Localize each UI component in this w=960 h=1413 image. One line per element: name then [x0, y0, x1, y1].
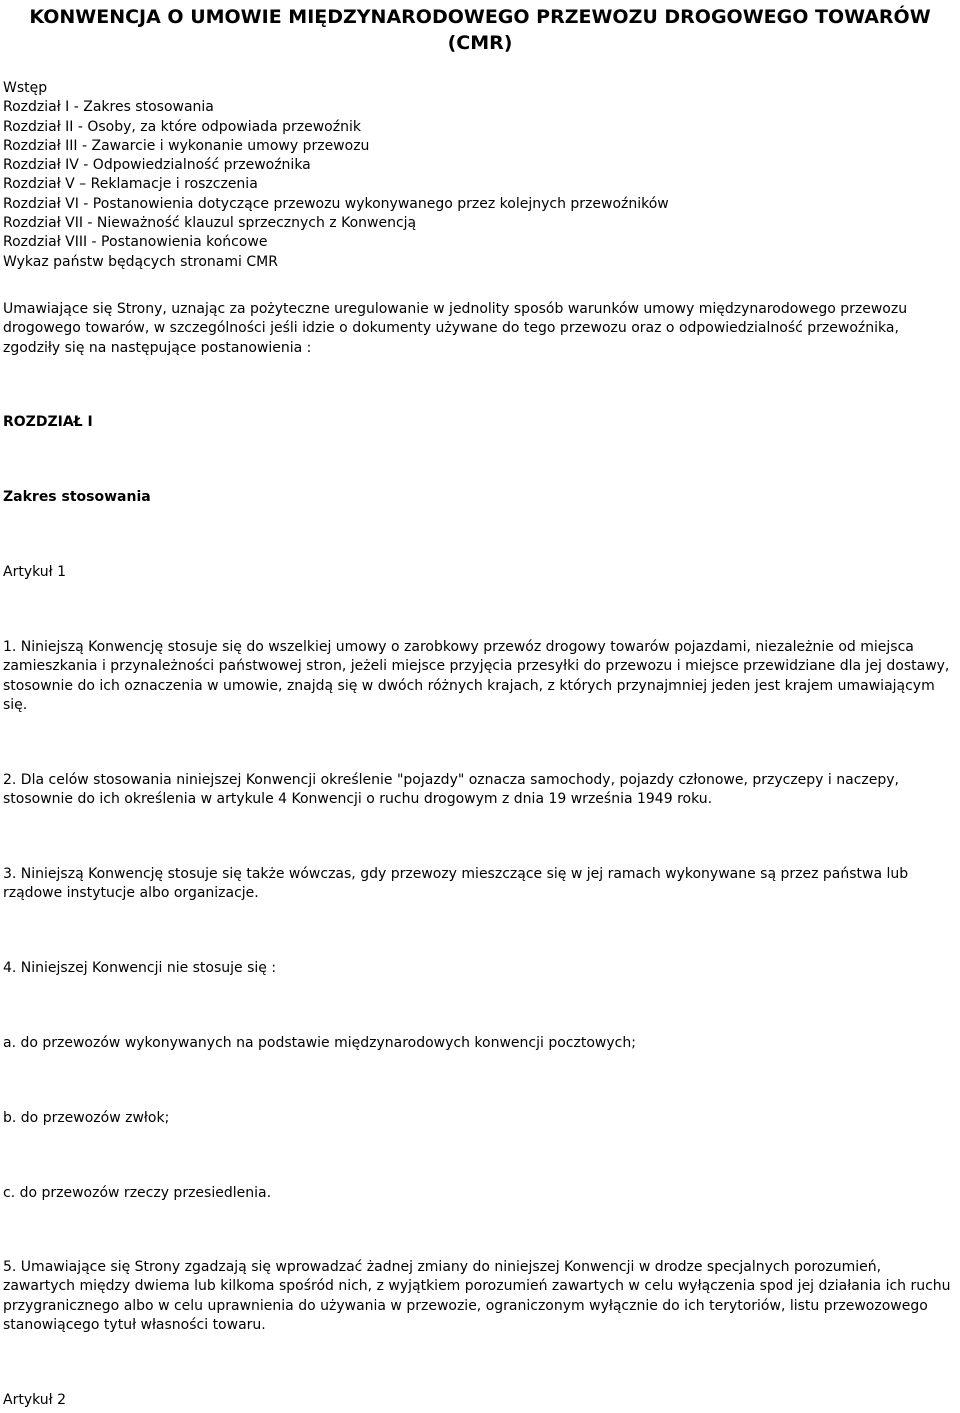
toc-item-rozdzial-4: Rozdział IV - Odpowiedzialność przewoźnika: [3, 157, 311, 174]
article-1-paragraph-1: 1. Niniejszą Konwencję stosuje się do wszelkiej umowy o zarobkowy przewóz drogowy towarów pojazdami, niezależnie od miejsca zamieszkania i przynależności państwowej stron, jeżeli miejsce przyjęcia przesyłki do przewozu i miejsce przewidziane dla jej dostawy, stosownie do ich oznaczenia w umowie, znajdą się w dwóch różnych krajach, z których przynajmniej jeden jest krajem umawiającym się.: [3, 639, 950, 713]
article-1-paragraph-5: 5. Umawiające się Strony zgadzają się wprowadzać żadnej zmiany do niniejszej Konwencji w drodze specjalnych porozumień, zawartych między dwiema lub kilkoma spośród nich, z wyjątkiem porozumień zawartych w celu wyłączenia spod jej działania ich ruchu przygranicznego albo w celu uprawnienia do używania w przewozie, ograniczonym wyłącznie do ich terytoriów, listu przewozowego stanowiącego tytuł własności towaru.: [3, 1259, 951, 1333]
article-1-paragraph-4: 4. Niniejszej Konwencji nie stosuje się :: [3, 960, 277, 976]
chapter-subtitle: Zakres stosowania: [3, 489, 151, 505]
toc-item-rozdzial-7: Rozdział VII - Nieważność klauzul sprzecznych z Konwencją: [3, 215, 417, 232]
document-title: KONWENCJA O UMOWIE MIĘDZYNARODOWEGO PRZEWOZU DROGOWEGO TOWARÓW (CMR): [29, 6, 931, 54]
article-1-item-a: a. do przewozów wykonywanych na podstawie międzynarodowych konwencji pocztowych;: [3, 1035, 636, 1051]
toc-item-rozdzial-2: Rozdział II - Osoby, za które odpowiada przewoźnik: [3, 118, 361, 135]
article-1-heading: Artykuł 1: [3, 564, 66, 580]
toc-item-rozdzial-6: Rozdział VI - Postanowienia dotyczące przewozu wykonywanego przez kolejnych przewoźników: [3, 195, 669, 212]
chapter-heading: ROZDZIAŁ I: [3, 414, 93, 430]
toc-item-wykaz-panstw: Wykaz państw będących stronami CMR: [3, 253, 278, 270]
toc-item-rozdzial-3: Rozdział III - Zawarcie i wykonanie umowy przewozu: [3, 137, 370, 154]
article-1-paragraph-2: 2. Dla celów stosowania niniejszej Konwencji określenie "pojazdy" oznacza samochody, pojazdy członowe, przyczepy i naczepy, stosownie do ich określenia w artykule 4 Konwencji o ruchu drogowym z dnia 19 września 1949 roku.: [3, 772, 899, 808]
toc-item-wstep: Wstęp: [3, 80, 48, 96]
toc-item-rozdzial-1: Rozdział I - Zakres stosowania: [3, 99, 214, 116]
preamble-paragraph: Umawiające się Strony, uznając za pożyteczne uregulowanie w jednolity sposób warunków umowy międzynarodowego przewozu drogowego towarów, w szczególności jeśli idzie o dokumenty używane do tego przewozu oraz o odpowiedzialność przewoźnika, zgodziły się na następujące postanowienia :: [3, 301, 908, 356]
article-2-heading: Artykuł 2: [3, 1392, 66, 1408]
article-1-paragraph-3: 3. Niniejszą Konwencję stosuje się także wówczas, gdy przewozy mieszczące się w jej ramach wykonywane są przez państwa lub rządowe instytucje albo organizacje.: [3, 866, 909, 902]
toc-item-rozdzial-8: Rozdział VIII - Postanowienia końcowe: [3, 234, 268, 251]
article-1-item-b: b. do przewozów zwłok;: [3, 1110, 170, 1126]
article-1-item-c: c. do przewozów rzeczy przesiedlenia.: [3, 1185, 272, 1201]
table-of-contents: [3, 79, 669, 272]
toc-item-rozdzial-5: Rozdział V – Reklamacje i roszczenia: [3, 176, 258, 193]
